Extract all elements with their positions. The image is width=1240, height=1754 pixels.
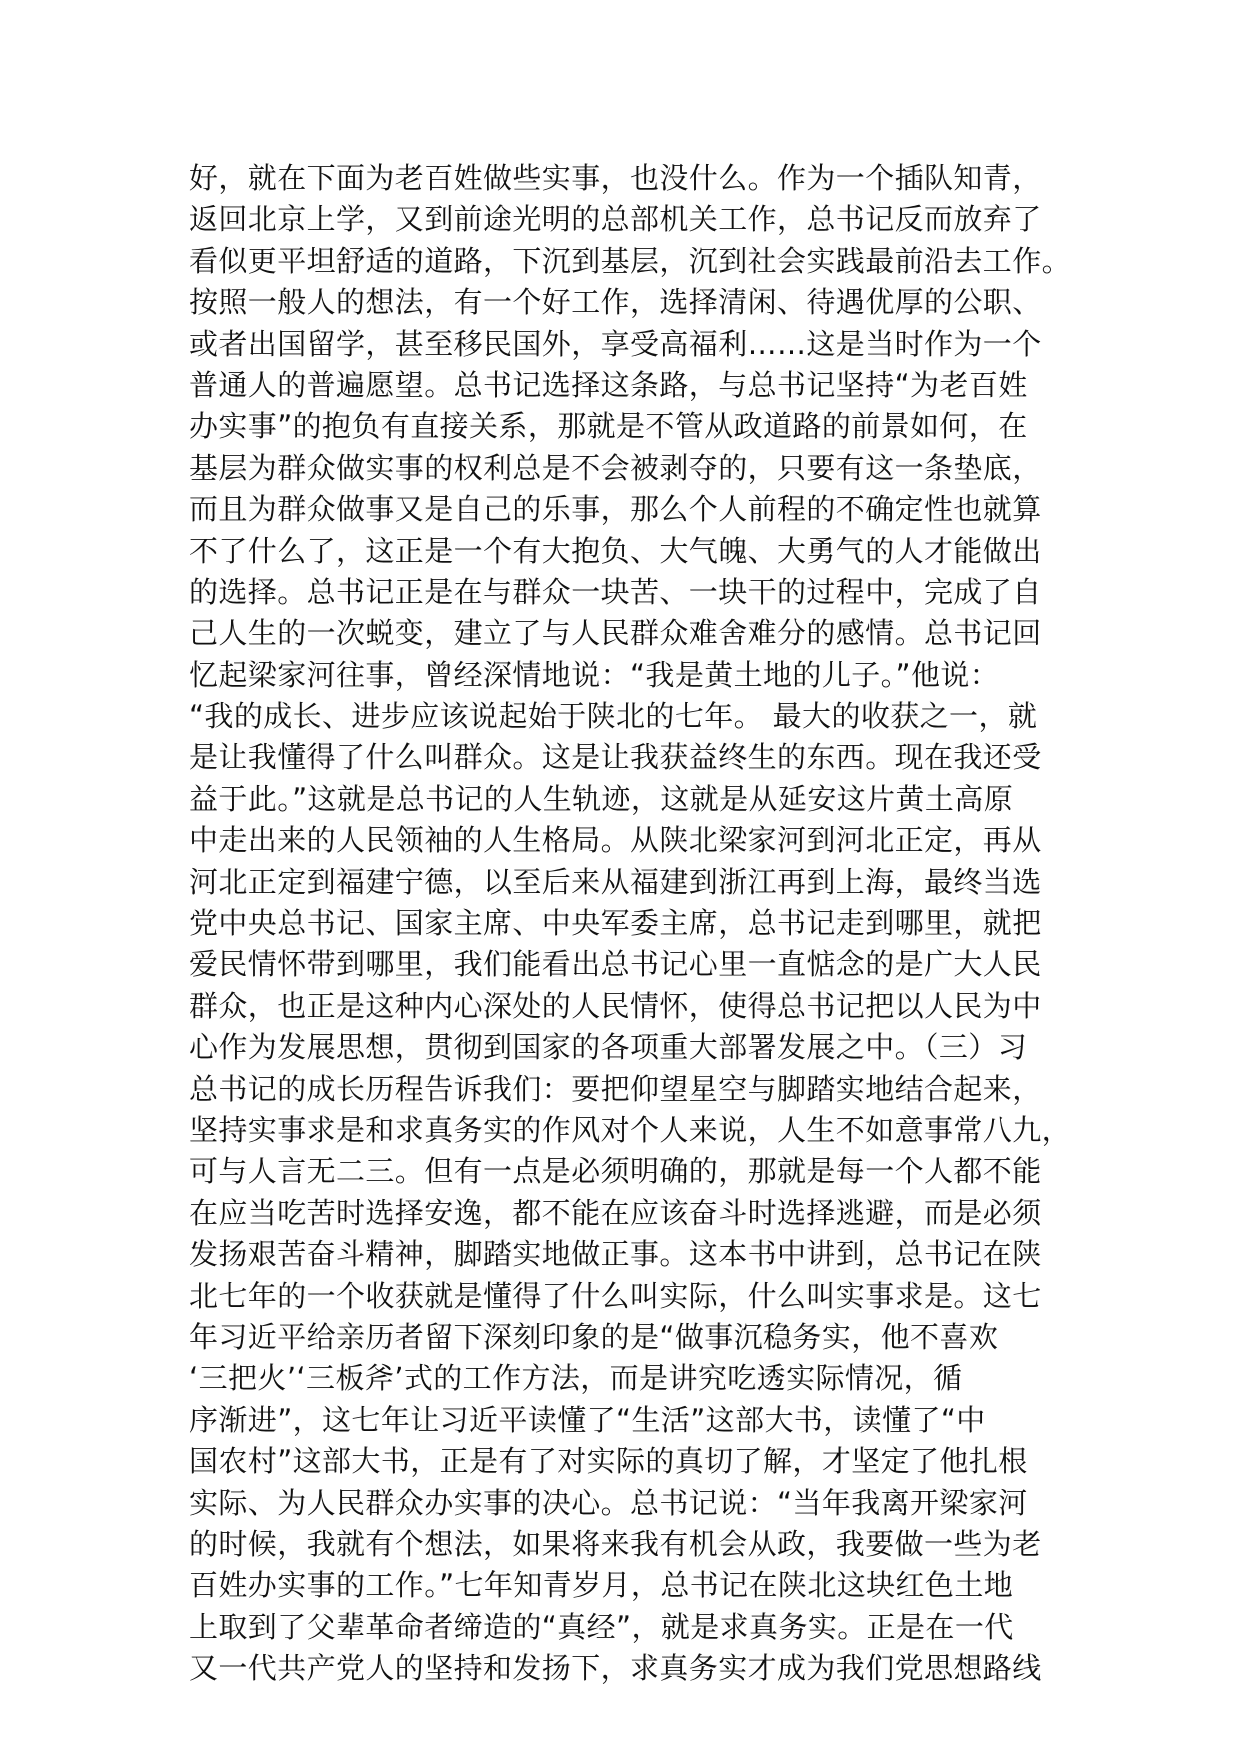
text-line: 返回北京上学，又到前途光明的总部机关工作，总书记反而放弃了 (189, 202, 1042, 237)
text-line: 在应当吃苦时选择安逸，都不能在应该奋斗时选择逃避，而是必须 (189, 1195, 1042, 1230)
text-line: 河北正定到福建宁德，以至后来从福建到浙江再到上海，最终当选 (189, 864, 1042, 899)
text-line: “我的成长、进步应该说起始于陕北的七年。 最大的收获之一，就 (189, 699, 1038, 734)
text-line: 序渐进”，这七年让习近平读懂了“生活”这部大书，读懂了“中 (189, 1402, 986, 1437)
text-line: 的选择。总书记正是在与群众一块苦、一块干的过程中，完成了自 (189, 574, 1042, 609)
text-line: 心作为发展思想，贯彻到国家的各项重大部署发展之中。（三）习 (189, 1030, 1028, 1065)
text-line: 中走出来的人民领袖的人生格局。从陕北梁家河到河北正定，再从 (189, 823, 1042, 858)
text-line: 而且为群众做事又是自己的乐事，那么个人前程的不确定性也就算 (189, 492, 1042, 527)
text-line: 忆起梁家河往事，曾经深情地说：“我是黄土地的儿子。”他说： (189, 657, 1000, 692)
text-line: 党中央总书记、国家主席、中央军委主席，总书记走到哪里，就把 (189, 906, 1042, 941)
text-line: 办实事”的抱负有直接关系，那就是不管从政道路的前景如何，在 (189, 409, 1028, 444)
text-line: 百姓办实事的工作。”七年知青岁月，总书记在陕北这块红色土地 (189, 1568, 1014, 1603)
text-line: 国农村”这部大书，正是有了对实际的真切了解，才坚定了他扎根 (189, 1444, 1028, 1479)
text-line: 群众，也正是这种内心深处的人民情怀，使得总书记把以人民为中 (189, 988, 1042, 1023)
text-line: ‘三把火’‘三板斧’式的工作方法，而是讲究吃透实际情况，循 (189, 1361, 963, 1396)
text-line: 坚持实事求是和求真务实的作风对个人来说，人生不如意事常八九， (189, 1112, 1072, 1147)
text-line: 爱民情怀带到哪里，我们能看出总书记心里一直惦念的是广大人民 (189, 947, 1042, 982)
body-text (189, 158, 1089, 1689)
text-line: 总书记的成长历程告诉我们：要把仰望星空与脚踏实地结合起来， (189, 1071, 1042, 1106)
text-line: 基层为群众做实事的权利总是不会被剥夺的，只要有这一条垫底， (189, 450, 1042, 485)
text-line: 实际、为人民群众办实事的决心。总书记说：“当年我离开梁家河 (189, 1485, 1028, 1520)
text-line: 北七年的一个收获就是懂得了什么叫实际，什么叫实事求是。这七 (189, 1278, 1042, 1313)
text-line: 看似更平坦舒适的道路，下沉到基层，沉到社会实践最前沿去工作。 (189, 243, 1072, 278)
text-line: 普通人的普遍愿望。总书记选择这条路，与总书记坚持“为老百姓 (189, 367, 1028, 402)
text-line: 年习近平给亲历者留下深刻印象的是“做事沉稳务实，他不喜欢 (189, 1319, 999, 1354)
text-line: 发扬艰苦奋斗精神，脚踏实地做正事。这本书中讲到，总书记在陕 (189, 1237, 1042, 1272)
text-line: 或者出国留学，甚至移民国外，享受高福利……这是当时作为一个 (189, 326, 1042, 361)
text-line: 己人生的一次蜕变，建立了与人民群众难舍难分的感情。总书记回 (189, 616, 1042, 651)
text-line: 不了什么了，这正是一个有大抱负、大气魄、大勇气的人才能做出 (189, 533, 1042, 568)
text-line: 上取到了父辈革命者缔造的“真经”，就是求真务实。正是在一代 (189, 1609, 1014, 1644)
text-line: 益于此。”这就是总书记的人生轨迹，这就是从延安这片黄土高原 (189, 781, 1014, 816)
text-line: 好，就在下面为老百姓做些实事，也没什么。作为一个插队知青， (189, 161, 1042, 195)
text-line: 可与人言无二三。但有一点是必须明确的，那就是每一个人都不能 (189, 1154, 1042, 1189)
text-line: 按照一般人的想法，有一个好工作，选择清闲、待遇优厚的公职、 (189, 285, 1042, 320)
text-line: 的时候，我就有个想法，如果将来我有机会从政，我要做一些为老 (189, 1526, 1042, 1561)
text-line: 是让我懂得了什么叫群众。这是让我获益终生的东西。现在我还受 (189, 740, 1042, 775)
text-line: 又一代共产党人的坚持和发扬下，求真务实才成为我们党思想路线 (189, 1651, 1042, 1686)
